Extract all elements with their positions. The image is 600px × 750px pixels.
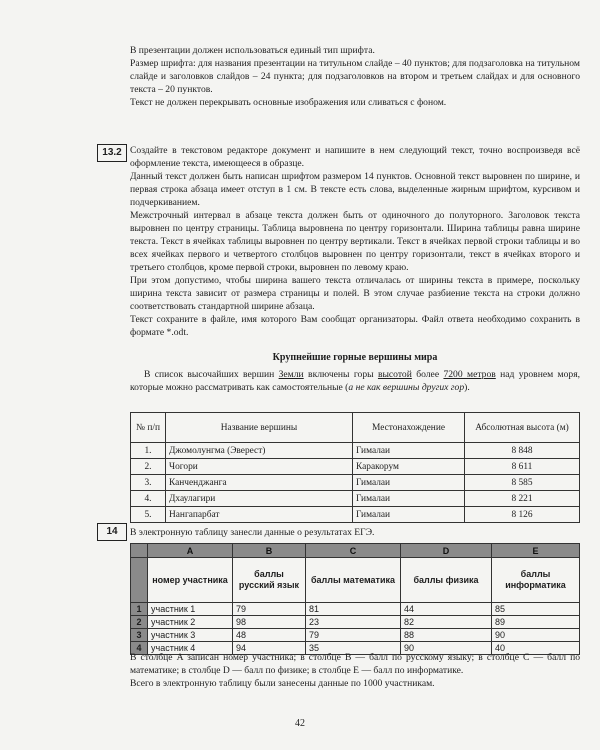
table-cell: Каракорум bbox=[353, 459, 465, 475]
row-number: 1 bbox=[131, 603, 148, 616]
table-cell: 8 848 bbox=[465, 443, 580, 459]
table-cell: 79 bbox=[233, 603, 306, 616]
table-cell: участник 4 bbox=[148, 642, 233, 655]
spreadsheet-table bbox=[130, 543, 580, 655]
table-header-row bbox=[131, 413, 580, 443]
intro-earth: Земли bbox=[278, 369, 304, 380]
table-cell: 23 bbox=[306, 616, 401, 629]
table-row bbox=[131, 491, 580, 507]
table-cell: 85 bbox=[492, 603, 580, 616]
paragraph: Создайте в текстовом редакторе документ и напишите в нем следующий текст, точно воспроизведя всё оформление текста, имеющееся в образце. bbox=[130, 145, 580, 169]
table-cell: Нангапарбат bbox=[166, 507, 353, 523]
paragraph: Текст не должен перекрывать основные изображения или сливаться с фоном. bbox=[130, 97, 447, 108]
task-13-2-text bbox=[130, 144, 580, 339]
table-cell: участник 1 bbox=[148, 603, 233, 616]
table-cell: 79 bbox=[306, 629, 401, 642]
header-cell: баллы математика bbox=[306, 558, 401, 603]
paragraph: Данный текст должен быть написан шрифтом размером 14 пунктов. Основной текст выровнен по ширине, и первая строка абзаца имеет отступ в 1 см. В тексте есть слова, выделенные жирным шрифтом, курсивом и подчеркиванием. bbox=[130, 171, 580, 208]
header-cell: Местонахождение bbox=[353, 413, 465, 443]
table-cell: 94 bbox=[233, 642, 306, 655]
table-cell: 90 bbox=[492, 629, 580, 642]
intro-height: высотой bbox=[377, 369, 412, 380]
table-cell: Гималаи bbox=[353, 443, 465, 459]
spreadsheet-header-row bbox=[131, 558, 580, 603]
table-cell: 48 bbox=[233, 629, 306, 642]
table-cell: 1. bbox=[131, 443, 166, 459]
paragraph: Межстрочный интервал в абзаце текста должен быть от одиночного до полуторного. Заголовок текста выровнен по центру страницы. Таблица выровнена по центру горизонтали. Ширина таблицы равна ширине текста. Текст в ячейках таблицы выровнен по центру вертикали. Текст в ячейках первой строки таблицы и во всех ячейках первого и четвертого столбцов выровнен по центру горизонтали, текст в ячейках второго и третьего столбцов, кроме первой строки, выровнен по левому краю. bbox=[130, 210, 580, 273]
header-cell: номер участника bbox=[148, 558, 233, 603]
peaks-table bbox=[130, 412, 580, 523]
table-cell: 35 bbox=[306, 642, 401, 655]
table-cell: 5. bbox=[131, 507, 166, 523]
table-row bbox=[131, 629, 580, 642]
table-cell: участник 2 bbox=[148, 616, 233, 629]
paragraph: Всего в электронную таблицу были занесены данные по 1000 участникам. bbox=[130, 678, 435, 689]
paragraph: Текст сохраните в файле, имя которого Вам сообщат организаторы. Файл ответа необходимо сохранить в формате *.odt. bbox=[130, 314, 580, 338]
table-cell: 44 bbox=[401, 603, 492, 616]
task-14-explanation bbox=[130, 651, 580, 690]
row-number: 4 bbox=[131, 642, 148, 655]
task-number-13-2: 13.2 bbox=[97, 144, 127, 162]
table-row bbox=[131, 603, 580, 616]
table-cell: 89 bbox=[492, 616, 580, 629]
header-cell: № п/п bbox=[131, 413, 166, 443]
paragraph: Размер шрифта: для названия презентации на титульном слайде – 40 пунктов; для подзаголовка на титульном слайде и заголовков слайдов – 24 пункта; для подзаголовков на втором и третьем слайдах и для основного текста – 20 пунктов. bbox=[130, 58, 580, 95]
intro-text: более bbox=[411, 369, 444, 380]
table-cell: 81 bbox=[306, 603, 401, 616]
intro-text: В список высочайших вершин bbox=[144, 369, 279, 380]
table-cell: Гималаи bbox=[353, 507, 465, 523]
table-cell: 8 221 bbox=[465, 491, 580, 507]
page-number: 42 bbox=[295, 718, 305, 729]
table-cell: Гималаи bbox=[353, 491, 465, 507]
row-number bbox=[131, 558, 148, 603]
column-letter: D bbox=[401, 544, 492, 558]
table-cell: 3. bbox=[131, 475, 166, 491]
table-cell: 8 585 bbox=[465, 475, 580, 491]
task-number-14: 14 bbox=[97, 523, 127, 541]
column-letter: A bbox=[148, 544, 233, 558]
table-cell: Дхаулагири bbox=[166, 491, 353, 507]
table-row bbox=[131, 443, 580, 459]
paragraph: В презентации должен использоваться единый тип шрифта. bbox=[130, 45, 375, 56]
sample-intro bbox=[130, 368, 580, 394]
table-cell: 82 bbox=[401, 616, 492, 629]
task-14-intro: В электронную таблицу занесли данные о результатах ЕГЭ. bbox=[130, 527, 375, 538]
table-cell: 90 bbox=[401, 642, 492, 655]
table-cell: 98 bbox=[233, 616, 306, 629]
intro-meters: 7200 метров bbox=[443, 369, 496, 380]
header-cell: баллы русский язык bbox=[233, 558, 306, 603]
column-letters-row bbox=[131, 544, 580, 558]
table-cell: 8 611 bbox=[465, 459, 580, 475]
row-number: 2 bbox=[131, 616, 148, 629]
table-cell: Джомолунгма (Эверест) bbox=[166, 443, 353, 459]
header-cell: баллы информатика bbox=[492, 558, 580, 603]
intro-italic: а не как вершины других гор bbox=[348, 382, 465, 393]
table-cell: Чогори bbox=[166, 459, 353, 475]
column-letter: C bbox=[306, 544, 401, 558]
row-number: 3 bbox=[131, 629, 148, 642]
sample-heading: Крупнейшие горные вершины мира bbox=[272, 352, 438, 363]
table-cell: 8 126 bbox=[465, 507, 580, 523]
table-cell: Гималаи bbox=[353, 475, 465, 491]
table-row bbox=[131, 475, 580, 491]
column-letter: E bbox=[492, 544, 580, 558]
table-row bbox=[131, 507, 580, 523]
intro-text: ). bbox=[464, 382, 470, 393]
column-letter: B bbox=[233, 544, 306, 558]
table-row bbox=[131, 459, 580, 475]
intro-text: включены горы bbox=[303, 369, 378, 380]
header-cell: Название вершины bbox=[166, 413, 353, 443]
table-cell: 4. bbox=[131, 491, 166, 507]
header-cell: Абсолютная высота (м) bbox=[465, 413, 580, 443]
paragraph: В столбце A записан номер участника; в столбце B — балл по русскому языку; в столбце C — балл по математике; в столбце D — балл по физике; в столбце E — балл по информатике. bbox=[130, 652, 580, 676]
table-cell: Канченджанга bbox=[166, 475, 353, 491]
header-cell: баллы физика bbox=[401, 558, 492, 603]
corner-cell bbox=[131, 544, 148, 558]
intro-text: над уровнем моря, которые можно рассматривать как самостоятельные ( bbox=[130, 369, 581, 393]
table-cell: участник 3 bbox=[148, 629, 233, 642]
top-text-block bbox=[130, 44, 580, 109]
paragraph: При этом допустимо, чтобы ширина вашего текста отличалась от ширины текста в примере, поскольку ширина текста зависит от размера страницы и полей. В этом случае разбиение текста на строки должно соответствовать стандартной ширине абзаца. bbox=[130, 275, 580, 312]
table-cell: 40 bbox=[492, 642, 580, 655]
table-row bbox=[131, 616, 580, 629]
table-cell: 2. bbox=[131, 459, 166, 475]
table-cell: 88 bbox=[401, 629, 492, 642]
